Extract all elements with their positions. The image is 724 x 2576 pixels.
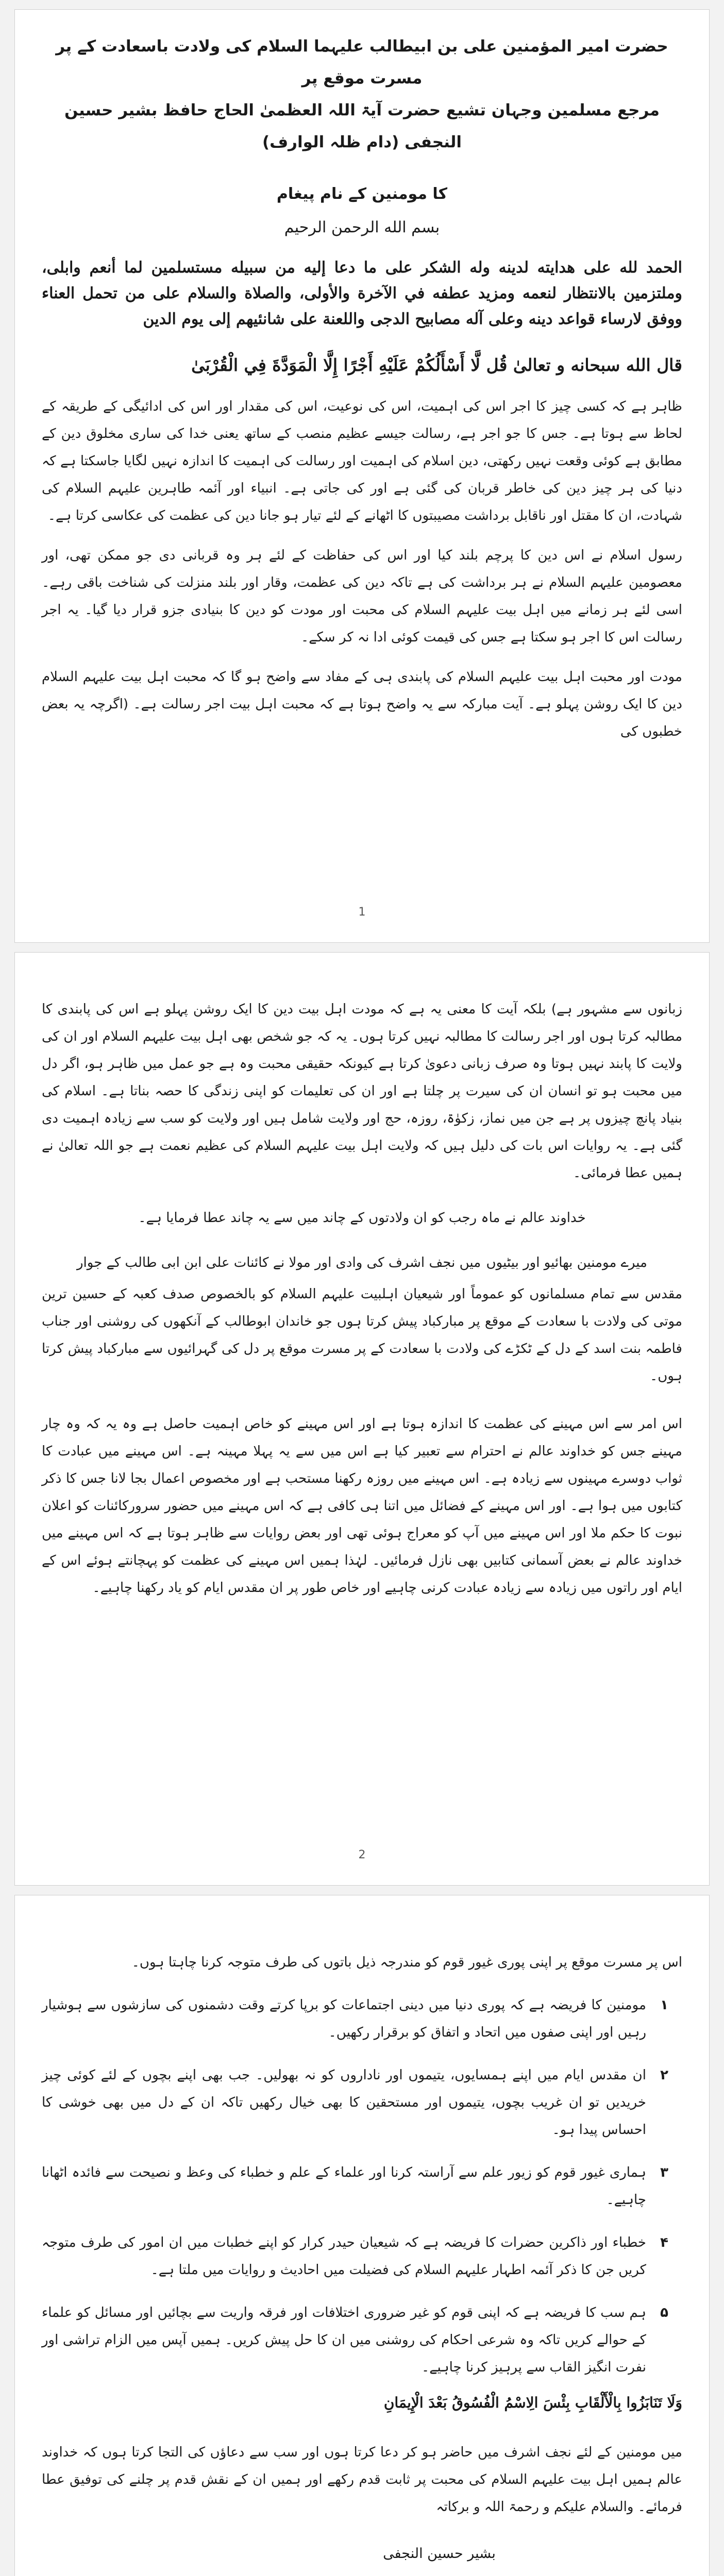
document-page-3: [14, 1895, 710, 2576]
list-item: [42, 2229, 682, 2284]
intro-paragraph: اس پر مسرت موقع پر اپنی پوری غیور قوم کو مندرجہ ذیل باتوں کی طرف متوجہ کرنا چاہتا ہوں۔: [131, 1955, 682, 1970]
list-item: [42, 2062, 682, 2144]
list-item: [42, 2159, 682, 2214]
header-line-2: مرجع مسلمین وجہان تشیع حضرت آیۃ اللہ العظمیٰ الحاج حافظ بشیر حسین النجفی (دام ظلہ الوارف): [64, 101, 660, 151]
list-number: ۳: [660, 2165, 668, 2180]
list-text: ہم سب کا فریضہ ہے کہ اپنی قوم کو غیر ضروری اختلافات اور فرقہ واریت سے بچائیں اور مسائل کو علماء کے حوالے کریں تاکہ وہ شرعی احکام کی روشنی میں ان کا حل پیش کریں۔ ہمیں آپس میں الزام تراشی اور نفرت انگیز القاب سے پرہیز کرنا چاہیے۔: [42, 2305, 646, 2375]
list-text: ان مقدس ایام میں اپنے ہمسایوں، یتیموں اور ناداروں کو نہ بھولیں۔ جب بھی اپنے بچوں کے لئے کوئی چیز خریدیں تو ان غریب بچوں، یتیموں اور مستحقین کا بھی خیال رکھیں تاکہ ان کے دل میں بھی خوشی کا احساس پیدا ہو۔: [42, 2067, 646, 2138]
message-subtitle: کا مومنین کے نام پیغام: [276, 185, 448, 203]
document-page-1: [14, 9, 710, 943]
header-line-1: حضرت امیر المؤمنین علی بن ابیطالب علیہما السلام کی ولادت باسعادت کے پر مسرت موقع پر: [56, 37, 668, 88]
list-text: ہماری غیور قوم کو زیور علم سے آراستہ کرنا اور علماء کے علم و خطباء کی وعظ و نصیحت سے فائدہ اٹھانا چاہیے۔: [42, 2165, 646, 2208]
list-number: ۱: [660, 1997, 668, 2013]
list-number: ۵: [660, 2305, 668, 2320]
greeting-line: [77, 1249, 647, 1277]
greeting-right: میرے مومنین بھائیو اور بیٹیوں: [486, 1255, 647, 1270]
page-number: 2: [358, 1849, 366, 1861]
page-number: 1: [358, 906, 366, 919]
quran-verse-tail: وَلَا تَنَابَزُوا بِالْأَلْقَابِ بِئْسَ الِاسْمُ الْفُسُوقُ بَعْدَ الْإِيمَانِ: [383, 2394, 682, 2411]
document-page-2: [14, 952, 710, 1886]
closing-paragraph: میں مومنین کے لئے نجف اشرف میں حاضر ہو کر دعا کرتا ہوں اور سب سے دعاؤں کی التجا کرتا ہوں کہ خداوند عالم ہمیں اہل بیت علیہم السلام کی محبت پر ثابت قدم رکھے اور ہمیں ان کے نقش قدم پر چلنے کی توفیق عطا فرمائے۔ والسلام علیکم و رحمۃ اللہ و برکاتہ: [42, 2445, 682, 2515]
body-paragraph: زبانوں سے مشہور ہے) بلکہ آیت کا معنی یہ ہے کہ مودت اہل بیت دین کا ایک روشن پہلو ہے اس کی پابندی کا مطالبہ کرتا ہوں اور اجر رسالت کا مطالبہ نہیں کرتا ہوں۔ یہ کہ جو شخص بھی اہل بیت علیہم السلام اور ان کی ولایت کا پابند نہیں ہوتا وہ صرف زبانی دعویٰ کرتا ہے کیونکہ حقیقی محبت وہ ہے جو عمل میں ظاہر ہو، اگر دل میں محبت ہو تو انسان ان کی سیرت پر چلتا ہے اور ان کی تعلیمات کو اپنی زندگی کا حصہ بناتا ہے۔ اسلام کی بنیاد پانچ چیزوں پر ہے جن میں نماز، زکوٰۃ، روزہ، حج اور ولایت شامل ہیں اور ولایت کو سب سے زیادہ اہمیت دی گئی ہے۔ یہ روایات اس بات کی دلیل ہیں کہ ولایت اہل بیت علیہم السلام کی عظیم نعمت ہے جو اللہ تعالیٰ نے ہمیں عطا فرمائی۔: [42, 1002, 682, 1181]
arabic-opening-paragraph: الحمد لله على هدايته لدينه وله الشكر على ما دعا إليه من سبيله مستسلمين لما أنعم وابلى، وملتزمين بالانتظار لنعمه ومزيد عطفه في الآخرة والأولى، والصلاة والسلام على من تحمل العناء ووفق لارساء قواعد دينه وعلى آله مصابيح الدجى واللعنة على شانئيهم إلى يوم الدين: [42, 259, 682, 328]
list-number: ۲: [660, 2067, 668, 2083]
list-text: مومنین کا فریضہ ہے کہ پوری دنیا میں دینی اجتماعات کو برپا کرتے وقت دشمنوں کی سازشوں سے ہوشیار رہیں اور اپنی صفوں میں اتحاد و اتفاق کو برقرار رکھیں۔: [42, 1997, 646, 2040]
list-item: [42, 1992, 682, 2046]
quran-verse: قال الله سبحانه و تعالیٰ قُل لَّا أَسْأَلُكُمْ عَلَيْهِ أَجْرًا إِلَّا الْمَوَدَّةَ فِي الْقُرْبَىٰ: [191, 355, 682, 375]
greeting-left: میں نجف اشرف کی وادی اور مولا نے کائنات علی ابن ابی طالب کے جوار: [77, 1255, 481, 1270]
basmala: بسم الله الرحمن الرحيم: [284, 218, 440, 236]
body-paragraph: رسول اسلام نے اس دین کا پرچم بلند کیا اور اس کی حفاظت کے لئے ہر وہ قربانی دی جو ممکن تھی، اور معصومین علیہم السلام نے ہر برداشت کی ہے تاکہ دین کی عظمت، وقار اور بلند منزلت کی شناخت باقی رہے۔ اسی لئے ہر زمانے میں اہل بیت علیہم السلام کی محبت اور مودت کو دین کا بنیادی جزو قرار دیا گیا۔ یہ اجر رسالت اس کا اجر ہو سکتا ہے جس کی قیمت کوئی ادا نہ کر سکے۔: [42, 548, 682, 645]
list-item: [42, 2299, 682, 2381]
list-text: خطباء اور ذاکرین حضرات کا فریضہ ہے کہ شیعیان حیدر کرار کو اپنے خطبات میں ان امور کی طرف متوجہ کریں جن کا ذکر آئمہ اطہار علیہم السلام کی فضیلت میں احادیث و روایات میں ملتا ہے۔: [42, 2235, 646, 2278]
signature-name: بشیر حسین النجفی: [383, 2546, 496, 2562]
rajab-line: خداوند عالم نے ماہ رجب کو ان ولادتوں کے چاند میں سے یہ چاند عطا فرمایا ہے۔: [138, 1210, 586, 1226]
list-number: ۴: [660, 2235, 668, 2250]
body-paragraph: مقدس سے تمام مسلمانوں کو عموماً اور شیعیان اہلبیت علیہم السلام کو بالخصوص صدف کعبہ کے حسین ترین موتی کی ولادت با سعادت کے موقع پر مبارکباد پیش کرتا ہوں جو خاندان ابوطالب کے آنکھوں کی روشنی اور جناب فاطمہ بنت اسد کے دل کے ٹکڑے کی ولادت با سعادت کے پر مسرت موقع پر دل کی گہرائیوں سے مبارکباد پیش کرتا ہوں۔: [42, 1286, 682, 1384]
body-paragraph: ظاہر ہے کہ کسی چیز کا اجر اس کی اہمیت، اس کی نوعیت، اس کی مقدار اور اس کی ادائیگی کے طریقہ کے لحاظ سے ہوتا ہے۔ جس کا جو اجر ہے، رسالت جیسے عظیم منصب کے ساتھ یعنی خدا کی ساری مخلوق دین کے مطابق ہے کوئی وقعت نہیں رکھتی، دین اسلام کی اہمیت اور رسالت کی اہمیت کا اندازہ نہیں لگایا جاسکتا ہے کہ دنیا کی ہر چیز دین کی خاطر قربان کی گئی ہے اور کی جاتی ہے۔ انبیاء اور آئمہ طاہرین علیہم السلام کی شہادت، ان کا مقتل اور ناقابل برداشت مصیبتوں کا اٹھانے کے لئے تیار ہو جانا دین کی عظمت کی عکاسی کرتا ہے۔: [42, 399, 682, 523]
body-paragraph: اس امر سے اس مہینے کی عظمت کا اندازہ ہوتا ہے اور اس مہینے کو خاص اہمیت حاصل ہے وہ یہ کہ وہ چار مہینے جس کو خداوند عالم نے احترام سے تعبیر کیا ہے اس میں سے یہ پہلا مہینہ ہے۔ اس مہینے میں عبادت کا ثواب دوسرے مہینوں سے زیادہ ہے۔ اس مہینے میں روزہ رکھنا مستحب ہے اور مخصوص اعمال بجا لانا جس کا ذکر کتابوں میں ہوا ہے۔ اور اس مہینے کے فضائل میں اتنا ہی کافی ہے کہ اس مہینے میں حضور سرورکائنات کو اعلان نبوت کا حکم ملا اور اس مہینے میں آپ کو معراج ہوئی تھی اور بعض روایات سے ظاہر ہوتا ہے کہ اس مہینے میں خداوند عالم نے بعض آسمانی کتابیں بھی نازل فرمائیں۔ لہٰذا ہمیں اس مہینے کی عظمت کو پہچانتے ہوئے اس کے ایام اور راتوں میں زیادہ سے زیادہ عبادت کرنی چاہیے اور خاص طور پر ان مقدس ایام کو یاد رکھنا چاہیے۔: [42, 1416, 682, 1596]
body-paragraph: مودت اور محبت اہل بیت علیہم السلام کی پابندی ہی کے مفاد سے واضح ہو گا کہ محبت اہل بیت علیہم السلام دین کا ایک روشن پہلو ہے۔ آیت مبارکہ سے یہ واضح ہوتا ہے کہ محبت اہل بیت اجر رسالت ہے۔ (اگرچہ یہ بعض خطبوں کی: [42, 669, 682, 739]
